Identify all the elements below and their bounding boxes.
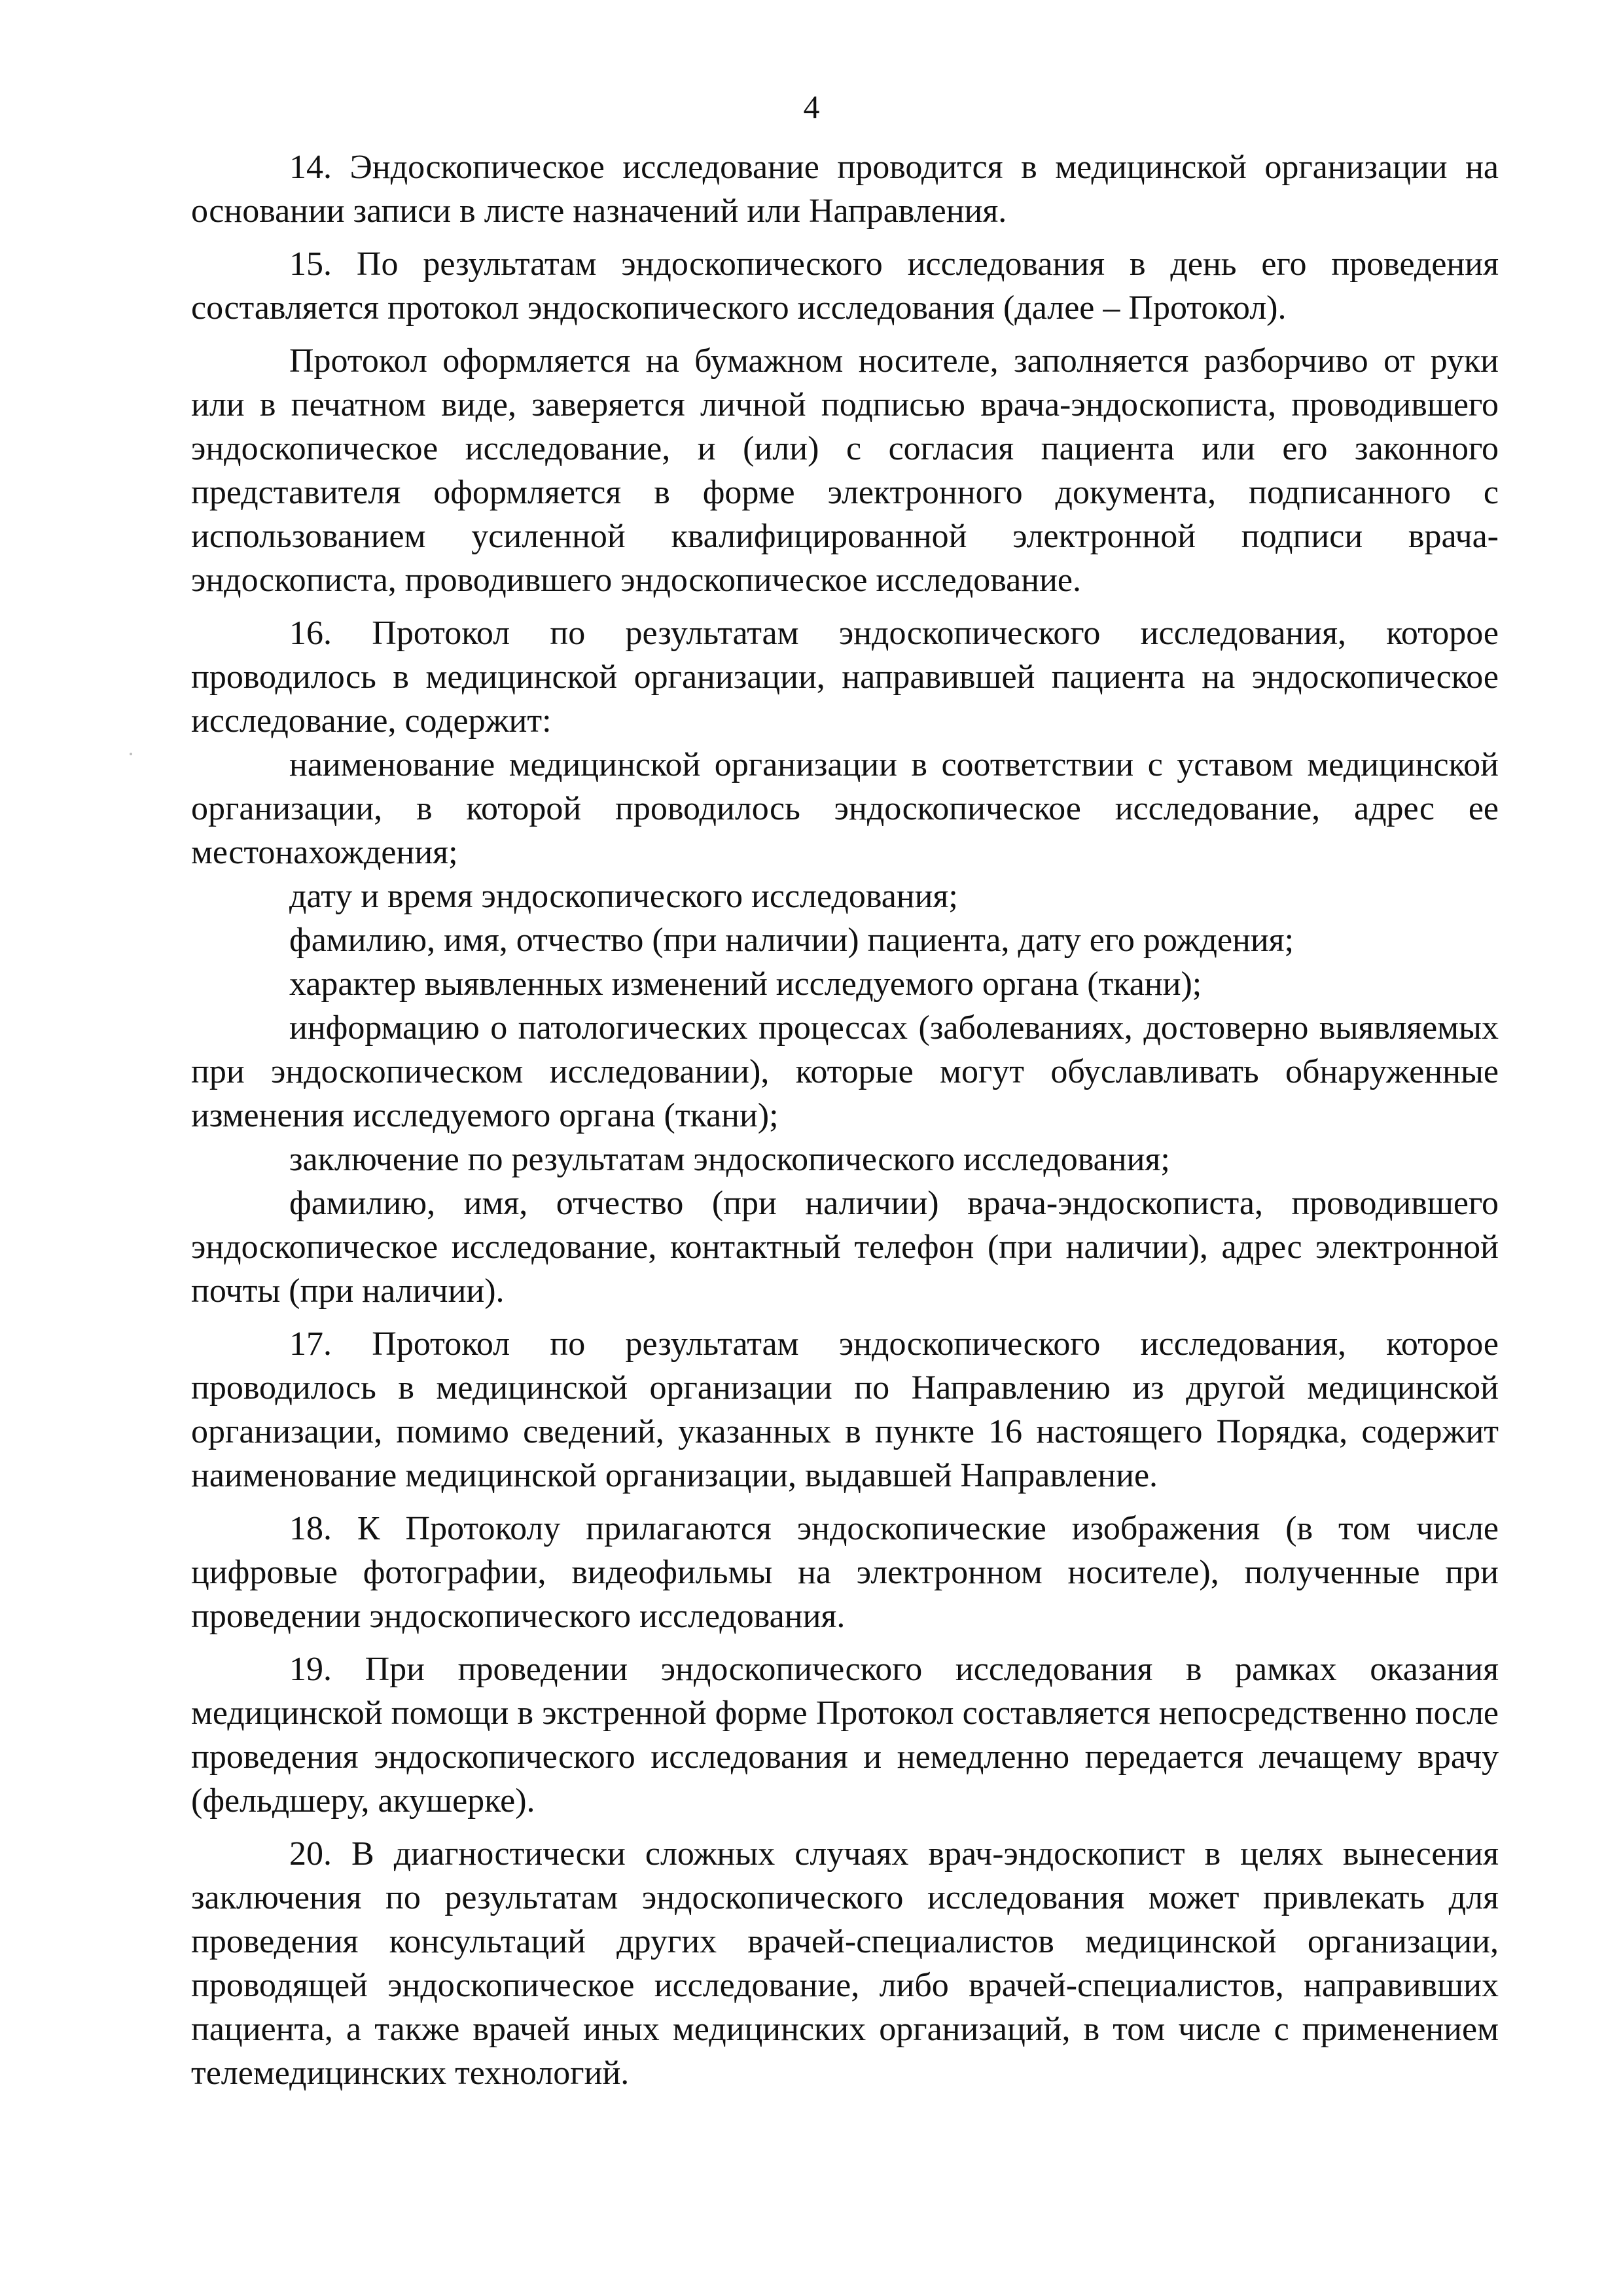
paragraph-18: 18. К Протоколу прилагаются эндоскопические изображения (в том числе цифровые фотографии, видеофильмы на электронном носителе), полученные при проведении эндоскопического исследования. (191, 1510, 1499, 1635)
paragraph-16-item-pathology: информацию о патологических процессах (заболеваниях, достоверно выявляемых при эндоскопическом исследовании), которые могут обуславливать обнаруженные изменения исследуемого органа (ткани); (191, 1009, 1499, 1134)
paragraph-17: 17. Протокол по результатам эндоскопического исследования, которое проводилось в медицинской организации по Направлению из другой медицинской организации, помимо сведений, указанных в пункте 16 настоящего Порядка, содержит наименование медицинской организации, выдавшей Направление. (191, 1325, 1499, 1494)
paragraph-16-item-datetime: дату и время эндоскопического исследования; (289, 878, 958, 915)
page-number: 4 (803, 88, 820, 125)
paragraph-16-item-organization: наименование медицинской организации в соответствии с уставом медицинской организации, в которой проводилось эндоскопическое исследование, адрес ее местонахождения; (191, 746, 1499, 871)
paragraph-16-item-doctor: фамилию, имя, отчество (при наличии) врача-эндоскописта, проводившего эндоскопическое исследование, контактный телефон (при наличии), адрес электронной почты (при наличии). (191, 1185, 1499, 1310)
document-body (191, 145, 1499, 2095)
paragraph-15: 15. По результатам эндоскопического исследования в день его проведения составляется протокол эндоскопического исследования (далее – Протокол). (191, 245, 1499, 327)
paragraph-16-item-changes: характер выявленных изменений исследуемого органа (ткани); (289, 965, 1202, 1003)
paragraph-15-protocol-form: Протокол оформляется на бумажном носителе, заполняется разборчиво от руки или в печатном виде, заверяется личной подписью врача-эндоскописта, проводившего эндоскопическое исследование, и (или) с согласия пациента или его законного представителя оформляется в форме электронного документа, подписанного с использованием усиленной квалифицированной электронной подписи врача-эндоскописта, проводившего эндоскопическое исследование. (191, 342, 1499, 599)
paragraph-16-item-conclusion: заключение по результатам эндоскопического исследования; (289, 1141, 1170, 1178)
paragraph-19: 19. При проведении эндоскопического исследования в рамках оказания медицинской помощи в экстренной форме Протокол составляется непосредственно после проведения эндоскопического исследования и немедленно передается лечащему врачу (фельдшеру, акушерке). (191, 1651, 1499, 1820)
paragraph-16: 16. Протокол по результатам эндоскопического исследования, которое проводилось в медицинской организации, направившей пациента на эндоскопическое исследование, содержит: (191, 615, 1499, 740)
paragraph-14: 14. Эндоскопическое исследование проводится в медицинской организации на основании записи в листе назначений или Направления. (191, 149, 1499, 230)
scan-speck (130, 753, 132, 755)
paragraph-20: 20. В диагностически сложных случаях врач-эндоскопист в целях вынесения заключения по результатам эндоскопического исследования может привлекать для проведения консультаций других врачей-специалистов медицинской организации, проводящей эндоскопическое исследование, либо врачей-специалистов, направивших пациента, а также врачей иных медицинских организаций, в том числе с применением телемедицинских технологий. (191, 1835, 1499, 2092)
paragraph-16-item-patient: фамилию, имя, отчество (при наличии) пациента, дату его рождения; (289, 922, 1294, 959)
